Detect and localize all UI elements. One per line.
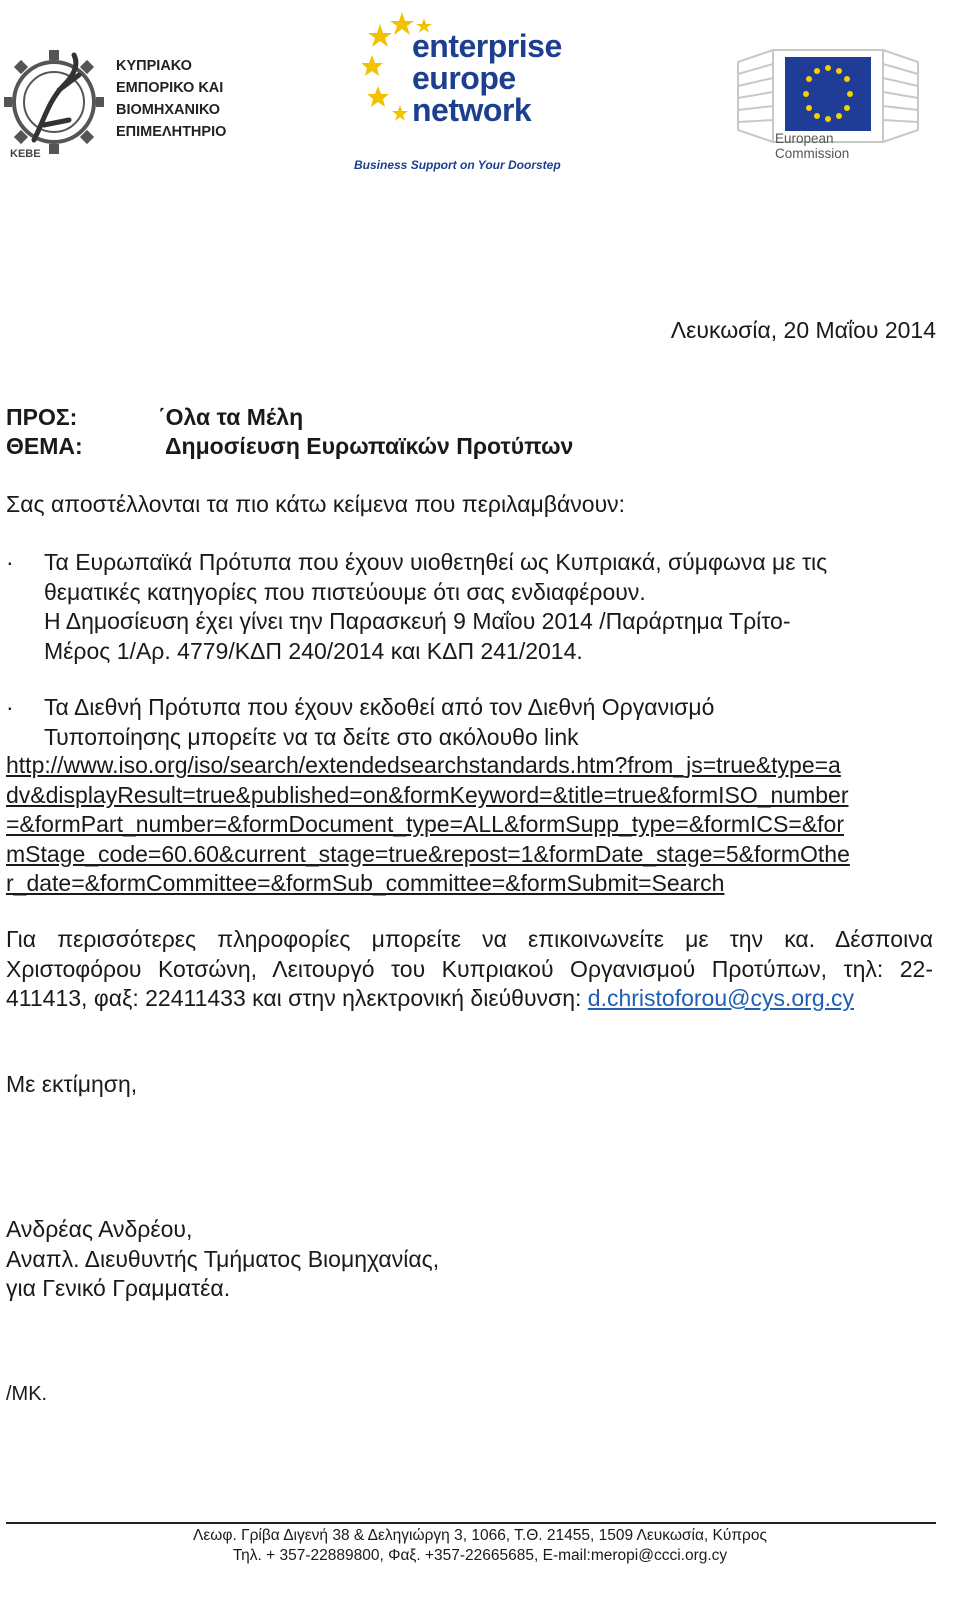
signature-line: Αναπλ. Διευθυντής Τμήματος Βιομηχανίας,	[6, 1245, 440, 1272]
iso-search-link[interactable]	[6, 751, 850, 899]
contact-paragraph	[6, 925, 933, 1014]
iso-link-line[interactable]: http://www.iso.org/iso/search/extendedsearchstandards.htm?from_js=true&type=a	[6, 752, 841, 778]
closing: Με εκτίμηση,	[6, 1071, 138, 1097]
chamber-logo-line: ΕΜΠΟΡΙΚΟ ΚΑΙ	[116, 80, 224, 96]
intro-text: Σας αποστέλλονται τα πιο κάτω κείμενα που περιλαμβάνουν:	[6, 491, 626, 517]
iso-link-line[interactable]: =&formPart_number=&formDocument_type=ALL&formSupp_type=&formICS=&for	[6, 811, 844, 837]
bullet-1-line: Η Δημοσίευση έχει γίνει την Παρασκευή 9 Μαΐου 2014 /Παράρτημα Τρίτο-	[44, 608, 791, 634]
een-logo	[352, 5, 562, 180]
ec-logo-line: European	[775, 131, 834, 146]
iso-link-line[interactable]: dv&displayResult=true&published=on&formKeyword=&title=true&formISO_number	[6, 781, 849, 808]
chamber-emblem-text: ΚΕΒΕ	[10, 148, 41, 160]
footer-divider	[6, 1522, 936, 1524]
to-label: ΠΡΟΣ:	[6, 404, 78, 430]
ec-logo-line: Commission	[775, 146, 850, 161]
contact-email-link[interactable]: d.christoforou@cys.org.cy	[587, 985, 855, 1011]
iso-link-line[interactable]: mStage_code=60.60&current_stage=true&repost=1&formDate_stage=5&formOthe	[6, 840, 850, 867]
initials: /ΜΚ.	[6, 1383, 48, 1405]
chamber-logo-line: ΒΙΟΜΗΧΑΝΙΚΟ	[116, 102, 221, 118]
footer-contact: Τηλ. + 357-22889800, Φαξ. +357-22665685, E-mail:meropi@ccci.org.cy	[232, 1547, 728, 1564]
een-logo-line: enterprise	[412, 28, 562, 64]
contact-text: Για περισσότερες πληροφορίες μπορείτε να επικοινωνείτε με την κα. Δέσποινα Χριστοφόρου Κοτσώνη, Λειτουργό του Κυπριακού Οργανισμού Προτύπων, τηλ: 22-411413, φαξ: 22411433 και στην ηλεκτρονική διεύθυνση:	[6, 926, 933, 1011]
ec-logo	[733, 12, 923, 182]
bullet-1-line: Μέρος 1/Αρ. 4779/ΚΔΠ 240/2014 και ΚΔΠ 241/2014.	[44, 637, 583, 664]
een-tagline: Business Support on Your Doorstep	[354, 158, 561, 172]
bullet-2-symbol: ·	[6, 694, 14, 720]
iso-link-line[interactable]: r_date=&formCommittee=&formSub_committee=&formSubmit=Search	[6, 870, 725, 896]
een-logo-line: network	[412, 92, 532, 128]
een-logo-line: europe	[412, 60, 516, 96]
bullet-2-line: Τυποποίησης μπορείτε να τα δείτε στο ακόλουθο link	[44, 723, 579, 750]
footer-address: Λεωφ. Γρίβα Διγενή 38 & Δεληγιώργη 3, 1066, Τ.Θ. 21455, 1509 Λευκωσία, Κύπρος	[193, 1527, 767, 1544]
bullet-1-symbol: ·	[6, 549, 14, 575]
bullet-2-line: Τα Διεθνή Πρότυπα που έχουν εκδοθεί από τον Διεθνή Οργανισμό	[44, 694, 715, 720]
bullet-2	[44, 693, 714, 752]
chamber-logo	[4, 30, 244, 175]
to-value: ΄Ολα τα Μέλη	[158, 404, 304, 430]
bullet-1-line: θεματικές κατηγορίες που πιστεύουμε ότι σας ενδιαφέρουν.	[44, 578, 646, 605]
bullet-1-line: Τα Ευρωπαϊκά Πρότυπα που έχουν υιοθετηθεί ως Κυπριακά, σύμφωνα με τις	[44, 549, 828, 575]
chamber-logo-line: ΕΠΙΜΕΛΗΤΗΡΙΟ	[116, 124, 227, 140]
chamber-logo-line: ΚΥΠΡΙΑΚΟ	[116, 58, 192, 74]
signature-line: Ανδρέας Ανδρέου,	[6, 1216, 193, 1242]
subject-value: Δημοσίευση Ευρωπαϊκών Προτύπων	[165, 433, 574, 459]
signature-block	[6, 1215, 439, 1304]
signature-line: για Γενικό Γραμματέα.	[6, 1275, 231, 1301]
subject-label: ΘΕΜΑ:	[6, 433, 83, 459]
bullet-1	[44, 548, 827, 666]
letter-date: Λευκωσία, 20 Μαΐου 2014	[670, 317, 936, 343]
